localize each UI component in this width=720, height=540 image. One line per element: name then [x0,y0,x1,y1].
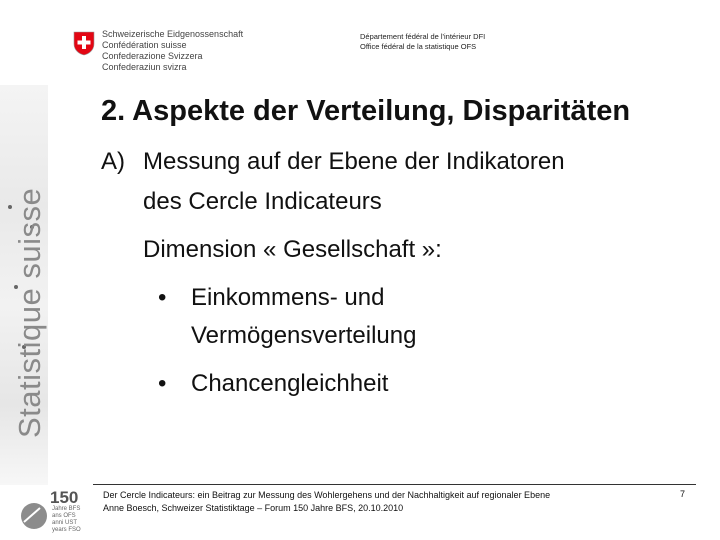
sidebar-vertical-title: Statistique suisse [12,187,47,438]
section-label: A) [101,148,125,175]
bullet-marker: • [158,370,167,397]
page-number: 7 [680,489,686,499]
confederation-line: Confédération suisse [102,40,187,50]
bullet-1-line2: Vermögensverteilung [191,322,417,349]
badge-text [52,506,81,534]
confederation-line: Confederazione Svizzera [102,51,203,61]
section-heading-line1: Messung auf der Ebene der Indikatoren [143,148,565,175]
badge-line: Jahre BFS [52,506,81,512]
bullet-marker: • [158,284,167,311]
department-line: Département fédéral de l'intérieur DFI [360,32,486,41]
department-line: Office fédéral de la statistique OFS [360,42,477,51]
bullet-1-line1: Einkommens- und [191,284,385,311]
badge-number: 150 [50,488,79,507]
badge-line: years FSO [52,527,81,533]
footer-line1: Der Cercle Indicateurs: ein Beitrag zur Messung des Wohlergehens und der Nachhaltigkeit auf regionaler Ebene [103,490,551,500]
footer-divider [93,484,696,485]
badge-line: anni UST [52,520,78,526]
footer-text [103,489,550,515]
dimension-heading: Dimension « Gesellschaft »: [143,236,442,263]
confederation-line: Schweizerische Eidgenossenschaft [102,29,244,39]
footer-line2: Anne Boesch, Schweizer Statistiktage – Forum 150 Jahre BFS, 20.10.2010 [103,503,404,513]
confederation-line: Confederaziun svizra [102,62,187,72]
section-heading-line2: des Cercle Indicateurs [143,188,382,215]
slide-title: 2. Aspekte der Verteilung, Disparitäten [101,95,631,127]
bullet-2: Chancengleichheit [191,370,389,397]
badge-line: ans OFS [52,513,76,519]
swiss-cross-logo [72,30,96,56]
department-info [360,32,485,52]
confederation-names [102,29,243,73]
